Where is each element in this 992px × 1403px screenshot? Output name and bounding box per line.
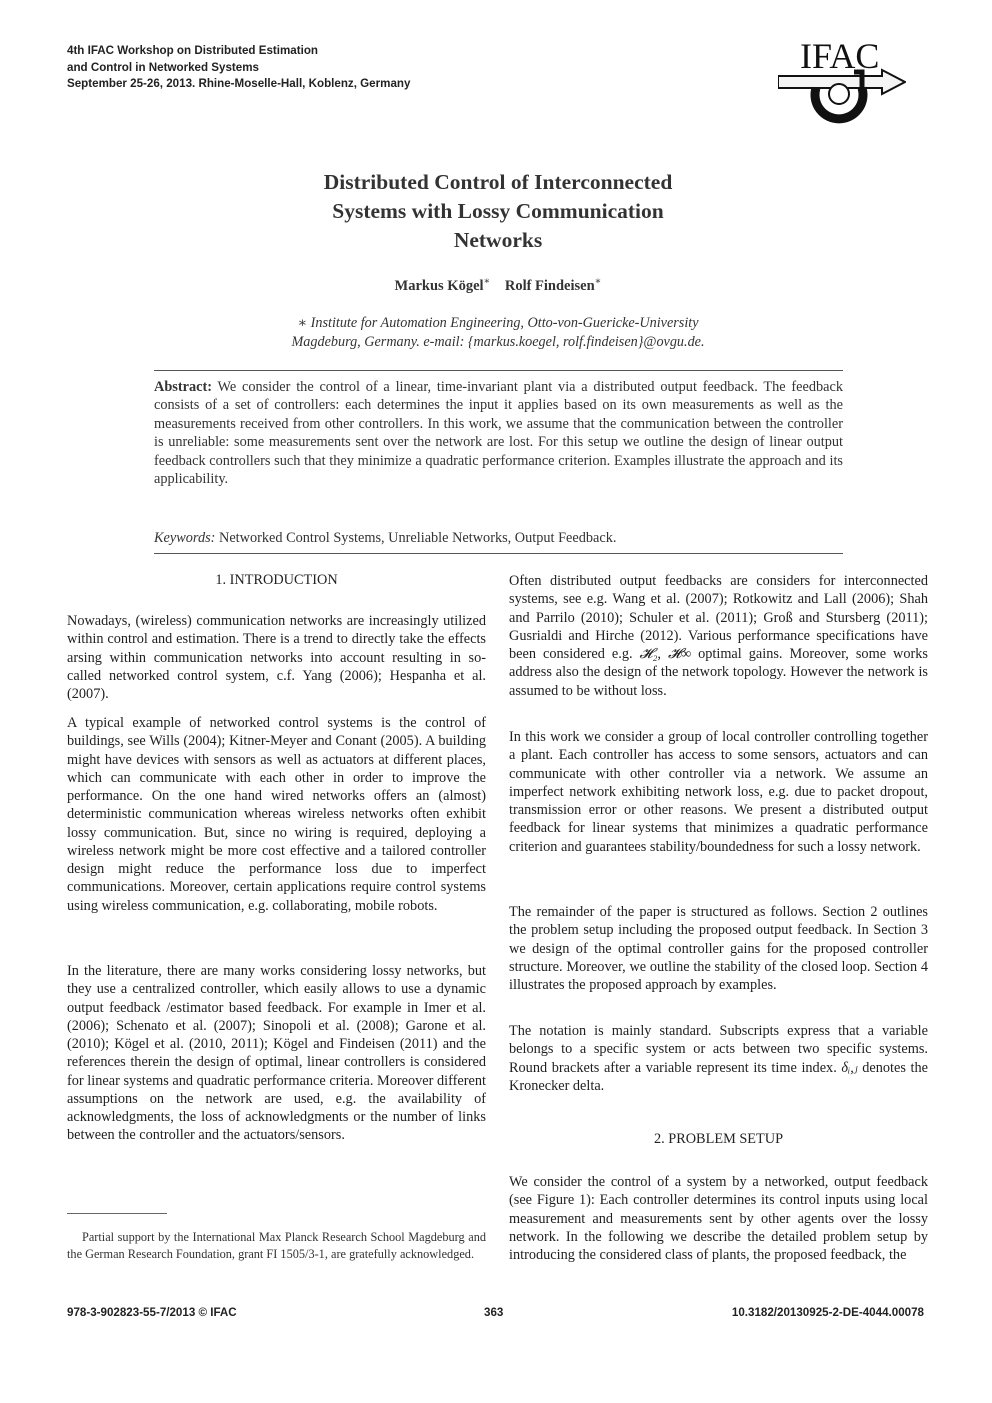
abstract-text: We consider the control of a linear, time-invariant plant via a distributed output feedback. The feedback consists of a set of controllers: each determines the input it applies based on its own measurements as well as the measurements received from other controllers. In this work, we assume that the communication between the controller is unreliable: some measurements sent over the network are lost. For this setup we outline the design of linear output feedback controllers such that they minimize a quadratic performance criterion. Examples illustrate the approach and its applicability.: [154, 379, 843, 488]
intro-paragraph-1: [67, 612, 486, 703]
intro-p3-text: In the literature, there are many works considering lossy networks, but they use a centralized controller, which easily allows to use a dynamic output feedback /estimator based feedback. For example in Imer et al. (2006); Schenato et al. (2007); Sinopoli et al. (2008); Garone et al. (2010); Kögel et al. (2010, 2011); Kögel and Findeisen (2011) and the references therein the design of optimal, linear controllers is considered for linear systems and quadratic performance criteria. Moreover different assumptions on the network are used, e.g. the availability of acknowledgments, the loss of acknowledgments or the number of links between the controller and the actuators/sensors.: [67, 963, 486, 1144]
author-2: Rolf Findeisen: [504, 277, 595, 294]
conference-line-1: 4th IFAC Workshop on Distributed Estimation: [67, 44, 318, 57]
right-paragraph-1: [509, 572, 928, 700]
conference-line-3: September 25-26, 2013. Rhine-Moselle-Hall, Koblenz, Germany: [67, 77, 411, 90]
affiliation: [150, 314, 846, 351]
affiliation-line-1: ∗ Institute for Automation Engineering, Otto-von-Guericke-University: [297, 315, 699, 331]
footer-doi: 10.3182/20130925-2-DE-4044.00078: [731, 1306, 924, 1319]
footnote: Partial support by the International Max Planck Research School Magdeburg and the German Research Foundation, grant FI 1505/3-1, are gratefully acknowledged.: [67, 1230, 486, 1261]
right-p1-math: 𝓗₂, 𝓗∞: [639, 646, 692, 662]
conference-header: [67, 43, 507, 93]
conference-line-2: and Control in Networked Systems: [67, 60, 259, 74]
abstract-top-rule: [154, 370, 843, 371]
title-line-2: Systems with Lossy Communication: [332, 199, 664, 223]
right-p3-text: The remainder of the paper is structured as follows. Section 2 outlines the problem setup including the proposed output feedback. In Section 3 we design of the optimal controller gains for the proposed controller structure. Moreover, we outline the stability of the closed loop. Section 4 illustrates the proposed approach by examples.: [509, 904, 928, 993]
problem-setup-p1-text: We consider the control of a system by a networked, output feedback (see Figure 1): Each controller determines its control inputs using local measurement and measurements sent by other agents over the lossy network. In the following we describe the detailed problem setup by introducing the considered class of plants, the proposed feedback, the: [509, 1174, 928, 1263]
author-2-mark: ∗: [594, 276, 602, 287]
author-1-mark: ∗: [483, 276, 491, 287]
section-1-heading: 1. INTRODUCTION: [215, 572, 338, 588]
abstract-bottom-rule: [154, 553, 843, 554]
keywords: [154, 529, 843, 547]
intro-p2-text: A typical example of networked control systems is the control of buildings, see Wills (2004); Kitner-Meyer and Conant (2005). A building might have devices with sensors as well as actuators at different places, which can communicate with each other in order to improve the performance. On the one hand wired networks offers an (almost) deterministic communication whereas wireless networks often exhibit lossy communication. But, since no wiring is required, deploying a wireless network might be more cost effective and a tailored controller design might reduce the performance loss due to imperfect communications. Moreover, certain applications require control systems using wireless communication, e.g. collaborating, mobile robots.: [67, 715, 486, 914]
right-p2-text: In this work we consider a group of local controller controlling together a plant. Each controller has access to some sensors, actuators and can communicate with other controller via a network. We assume an imperfect network exhibiting network loss, e.g. due to packet dropout, transmission error or other reasons. We present a distributed output feedback for linear systems that minimizes a quadratic performance criterion and guarantees stability/boundedness for such a lossy network.: [509, 729, 928, 855]
right-paragraph-4: [509, 1022, 928, 1095]
right-p4-before: The notation is mainly standard. Subscripts express that a variable belongs to a specific system or acts between two specific systems. Round brackets after a variable represent its time index.: [509, 1023, 928, 1076]
right-p4: [509, 1022, 928, 1095]
ifac-logo-text: IFAC: [800, 36, 880, 76]
footnote-rule: [67, 1213, 167, 1214]
keywords-text: Networked Control Systems, Unreliable Networks, Output Feedback.: [215, 530, 617, 546]
right-p4-math: δᵢ,ⱼ: [841, 1059, 858, 1076]
right-p1: [509, 572, 928, 700]
footer-page-number: 363: [484, 1306, 504, 1319]
footer-isbn: 978-3-902823-55-7/2013 © IFAC: [67, 1306, 237, 1319]
ifac-logo-icon: [778, 36, 906, 126]
affiliation-line-2: Magdeburg, Germany. e-mail: {markus.koegel, rolf.findeisen}@ovgu.de.: [291, 333, 705, 350]
authors: [200, 276, 796, 295]
abstract: [154, 378, 843, 488]
right-p1-before: Often distributed output feedbacks are considers for interconnected systems, see e.g. Wang et al. (2007); Rotkowitz and Lall (2006); Shah and Parrilo (2010); Schuler et al. (2011); Groß and Stursberg (2011); Gusrialdi and Hirche (2012). Various performance specifications have been considered e.g.: [509, 573, 928, 662]
problem-setup-paragraph-1: [509, 1173, 928, 1264]
paper-title: [200, 168, 796, 255]
right-p4-after: denotes the Kronecker delta.: [509, 1059, 928, 1094]
abstract-label: Abstract:: [154, 379, 212, 395]
intro-paragraph-2: [67, 714, 486, 915]
keywords-label: Keywords:: [154, 530, 216, 546]
title-line-3: Networks: [453, 228, 543, 252]
section-2-heading: 2. PROBLEM SETUP: [653, 1131, 784, 1147]
author-1: Markus Kögel: [394, 277, 484, 294]
right-paragraph-2: [509, 728, 928, 856]
right-p1-after: optimal gains. Moreover, some works address also the design of the network topology. However the network is assumed to be without loss.: [509, 646, 928, 699]
right-paragraph-3: [509, 903, 928, 994]
title-line-1: Distributed Control of Interconnected: [323, 170, 673, 194]
intro-paragraph-3: [67, 962, 486, 1145]
intro-p1-text: Nowadays, (wireless) communication networks are increasingly utilized within control and estimation. There is a trend to directly take the effects arsing within communication networks into account resulting in so-called networked control system, c.f. Yang (2006); Hespanha et al. (2007).: [67, 613, 486, 702]
